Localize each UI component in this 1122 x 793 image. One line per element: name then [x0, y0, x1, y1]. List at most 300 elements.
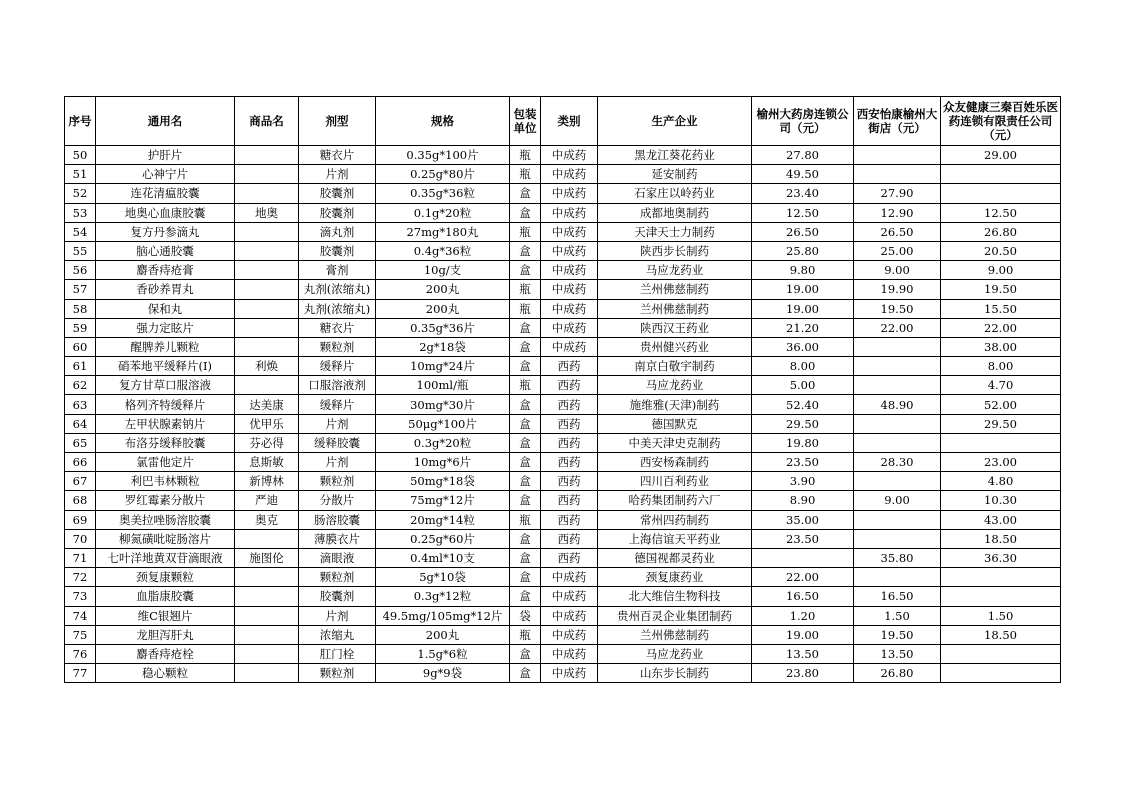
table-row — [65, 280, 1061, 299]
cell-category: 中成药 — [541, 644, 598, 663]
cell-generic-name: 心神宁片 — [96, 165, 235, 184]
cell-package-unit: 盒 — [510, 491, 541, 510]
cell-price-store-3 — [941, 184, 1061, 203]
table-row — [65, 222, 1061, 241]
cell-package-unit: 盒 — [510, 472, 541, 491]
cell-specification: 27mg*180丸 — [376, 222, 510, 241]
cell-price-store-3: 29.00 — [941, 146, 1061, 165]
cell-dosage-form: 颗粒剂 — [299, 664, 376, 683]
cell-generic-name: 复方甘草口服溶液 — [96, 376, 235, 395]
cell-price-store-2 — [854, 529, 941, 548]
cell-generic-name: 复方丹参滴丸 — [96, 222, 235, 241]
cell-category: 中成药 — [541, 606, 598, 625]
cell-dosage-form: 膏剂 — [299, 261, 376, 280]
cell-specification: 0.35g*36片 — [376, 318, 510, 337]
cell-specification: 10g/支 — [376, 261, 510, 280]
cell-price-store-2: 19.90 — [854, 280, 941, 299]
cell-category: 中成药 — [541, 280, 598, 299]
cell-generic-name: 香砂养胃丸 — [96, 280, 235, 299]
cell-price-store-3 — [941, 433, 1061, 452]
cell-manufacturer: 天津天士力制药 — [598, 222, 752, 241]
cell-price-store-2 — [854, 337, 941, 356]
cell-manufacturer: 哈药集团制药六厂 — [598, 491, 752, 510]
cell-index: 75 — [65, 625, 96, 644]
cell-category: 西药 — [541, 510, 598, 529]
cell-price-store-3: 18.50 — [941, 529, 1061, 548]
cell-generic-name: 格列齐特缓释片 — [96, 395, 235, 414]
cell-package-unit: 盒 — [510, 357, 541, 376]
cell-generic-name: 护肝片 — [96, 146, 235, 165]
table-row — [65, 529, 1061, 548]
cell-price-store-1: 5.00 — [752, 376, 854, 395]
cell-price-store-2: 1.50 — [854, 606, 941, 625]
cell-index: 64 — [65, 414, 96, 433]
cell-dosage-form: 片剂 — [299, 453, 376, 472]
cell-dosage-form: 片剂 — [299, 414, 376, 433]
cell-package-unit: 瓶 — [510, 376, 541, 395]
cell-package-unit: 瓶 — [510, 165, 541, 184]
cell-manufacturer: 颈复康药业 — [598, 568, 752, 587]
cell-price-store-3 — [941, 568, 1061, 587]
cell-dosage-form: 片剂 — [299, 606, 376, 625]
cell-specification: 0.25g*80片 — [376, 165, 510, 184]
table-row — [65, 261, 1061, 280]
cell-specification: 2g*18袋 — [376, 337, 510, 356]
cell-category: 中成药 — [541, 222, 598, 241]
table-row — [65, 453, 1061, 472]
cell-price-store-2: 9.00 — [854, 491, 941, 510]
table-row — [65, 165, 1061, 184]
column-header-generic-name: 通用名 — [96, 97, 235, 146]
cell-package-unit: 瓶 — [510, 510, 541, 529]
cell-specification: 0.35g*36粒 — [376, 184, 510, 203]
cell-generic-name: 颈复康颗粒 — [96, 568, 235, 587]
cell-category: 西药 — [541, 433, 598, 452]
cell-category: 中成药 — [541, 165, 598, 184]
cell-category: 中成药 — [541, 587, 598, 606]
cell-index: 53 — [65, 203, 96, 222]
cell-specification: 200丸 — [376, 299, 510, 318]
cell-brand-name — [235, 587, 299, 606]
cell-price-store-2: 19.50 — [854, 625, 941, 644]
cell-package-unit: 盒 — [510, 261, 541, 280]
cell-index: 58 — [65, 299, 96, 318]
cell-price-store-1: 9.80 — [752, 261, 854, 280]
cell-dosage-form: 缓释片 — [299, 357, 376, 376]
cell-package-unit: 盒 — [510, 337, 541, 356]
cell-generic-name: 奥美拉唑肠溶胶囊 — [96, 510, 235, 529]
cell-price-store-1: 16.50 — [752, 587, 854, 606]
cell-price-store-3: 18.50 — [941, 625, 1061, 644]
cell-price-store-2: 12.90 — [854, 203, 941, 222]
cell-brand-name — [235, 529, 299, 548]
cell-price-store-2 — [854, 568, 941, 587]
cell-price-store-1: 21.20 — [752, 318, 854, 337]
cell-package-unit: 瓶 — [510, 146, 541, 165]
cell-generic-name: 氯雷他定片 — [96, 453, 235, 472]
cell-index: 73 — [65, 587, 96, 606]
cell-category: 西药 — [541, 453, 598, 472]
cell-category: 西药 — [541, 491, 598, 510]
cell-specification: 200丸 — [376, 625, 510, 644]
cell-package-unit: 盒 — [510, 587, 541, 606]
cell-package-unit: 盒 — [510, 241, 541, 260]
cell-price-store-1: 13.50 — [752, 644, 854, 663]
cell-brand-name — [235, 280, 299, 299]
cell-package-unit: 盒 — [510, 395, 541, 414]
cell-price-store-3: 22.00 — [941, 318, 1061, 337]
table-row — [65, 625, 1061, 644]
cell-dosage-form: 颗粒剂 — [299, 337, 376, 356]
cell-dosage-form: 丸剂(浓缩丸) — [299, 280, 376, 299]
cell-price-store-1: 26.50 — [752, 222, 854, 241]
cell-manufacturer: 成都地奥制药 — [598, 203, 752, 222]
cell-price-store-1: 19.00 — [752, 299, 854, 318]
cell-index: 55 — [65, 241, 96, 260]
cell-category: 西药 — [541, 548, 598, 567]
cell-brand-name: 新博林 — [235, 472, 299, 491]
column-header-specification: 规格 — [376, 97, 510, 146]
cell-specification: 75mg*12片 — [376, 491, 510, 510]
column-header-category: 类别 — [541, 97, 598, 146]
cell-specification: 100ml/瓶 — [376, 376, 510, 395]
cell-package-unit: 瓶 — [510, 280, 541, 299]
table-row — [65, 376, 1061, 395]
cell-price-store-1: 35.00 — [752, 510, 854, 529]
cell-manufacturer: 兰州佛慈制药 — [598, 299, 752, 318]
cell-brand-name — [235, 337, 299, 356]
cell-price-store-2 — [854, 414, 941, 433]
cell-price-store-3: 19.50 — [941, 280, 1061, 299]
cell-index: 63 — [65, 395, 96, 414]
cell-price-store-3: 52.00 — [941, 395, 1061, 414]
cell-price-store-2: 22.00 — [854, 318, 941, 337]
cell-price-store-2: 16.50 — [854, 587, 941, 606]
cell-brand-name — [235, 606, 299, 625]
cell-index: 57 — [65, 280, 96, 299]
cell-price-store-2 — [854, 510, 941, 529]
table-row — [65, 664, 1061, 683]
table-row — [65, 184, 1061, 203]
cell-index: 71 — [65, 548, 96, 567]
cell-price-store-3: 12.50 — [941, 203, 1061, 222]
table-row — [65, 433, 1061, 452]
cell-price-store-2: 9.00 — [854, 261, 941, 280]
cell-price-store-1: 12.50 — [752, 203, 854, 222]
cell-manufacturer: 四川百利药业 — [598, 472, 752, 491]
cell-price-store-2: 27.90 — [854, 184, 941, 203]
cell-price-store-3: 4.70 — [941, 376, 1061, 395]
cell-index: 65 — [65, 433, 96, 452]
cell-generic-name: 稳心颗粒 — [96, 664, 235, 683]
table-row — [65, 395, 1061, 414]
cell-generic-name: 柳氮磺吡啶肠溶片 — [96, 529, 235, 548]
column-header-index: 序号 — [65, 97, 96, 146]
cell-brand-name — [235, 146, 299, 165]
cell-index: 68 — [65, 491, 96, 510]
cell-brand-name — [235, 376, 299, 395]
cell-specification: 0.1g*20粒 — [376, 203, 510, 222]
cell-package-unit: 盒 — [510, 644, 541, 663]
cell-package-unit: 盒 — [510, 414, 541, 433]
cell-package-unit: 盒 — [510, 203, 541, 222]
cell-price-store-2 — [854, 433, 941, 452]
cell-price-store-1: 27.80 — [752, 146, 854, 165]
cell-brand-name — [235, 625, 299, 644]
cell-manufacturer: 中美天津史克制药 — [598, 433, 752, 452]
cell-price-store-1: 23.40 — [752, 184, 854, 203]
cell-brand-name: 严迪 — [235, 491, 299, 510]
table-row — [65, 644, 1061, 663]
cell-manufacturer: 马应龙药业 — [598, 261, 752, 280]
cell-generic-name: 醒脾养儿颗粒 — [96, 337, 235, 356]
cell-package-unit: 盒 — [510, 664, 541, 683]
cell-package-unit: 盒 — [510, 529, 541, 548]
cell-dosage-form: 糖衣片 — [299, 318, 376, 337]
cell-manufacturer: 陕西步长制药 — [598, 241, 752, 260]
cell-price-store-3: 43.00 — [941, 510, 1061, 529]
cell-package-unit: 瓶 — [510, 222, 541, 241]
cell-package-unit: 盒 — [510, 548, 541, 567]
cell-manufacturer: 黑龙江葵花药业 — [598, 146, 752, 165]
cell-generic-name: 脑心通胶囊 — [96, 241, 235, 260]
cell-dosage-form: 肛门栓 — [299, 644, 376, 663]
cell-price-store-2: 28.30 — [854, 453, 941, 472]
cell-package-unit: 盒 — [510, 433, 541, 452]
cell-generic-name: 保和丸 — [96, 299, 235, 318]
table-row — [65, 299, 1061, 318]
cell-price-store-3: 36.30 — [941, 548, 1061, 567]
cell-manufacturer: 上海信谊天平药业 — [598, 529, 752, 548]
cell-price-store-1: 52.40 — [752, 395, 854, 414]
cell-price-store-3: 15.50 — [941, 299, 1061, 318]
cell-price-store-1: 8.00 — [752, 357, 854, 376]
cell-index: 52 — [65, 184, 96, 203]
cell-price-store-1: 19.80 — [752, 433, 854, 452]
cell-generic-name: 麝香痔疮膏 — [96, 261, 235, 280]
cell-index: 50 — [65, 146, 96, 165]
cell-manufacturer: 常州四药制药 — [598, 510, 752, 529]
cell-specification: 49.5mg/105mg*12片 — [376, 606, 510, 625]
cell-brand-name: 地奥 — [235, 203, 299, 222]
cell-price-store-1: 22.00 — [752, 568, 854, 587]
cell-category: 西药 — [541, 376, 598, 395]
cell-price-store-2: 13.50 — [854, 644, 941, 663]
cell-specification: 50μg*100片 — [376, 414, 510, 433]
header-row — [65, 97, 1061, 146]
column-header-brand-name: 商品名 — [235, 97, 299, 146]
cell-package-unit: 瓶 — [510, 625, 541, 644]
cell-generic-name: 血脂康胶囊 — [96, 587, 235, 606]
cell-generic-name: 强力定眩片 — [96, 318, 235, 337]
cell-price-store-1: 19.00 — [752, 625, 854, 644]
cell-generic-name: 麝香痔疮栓 — [96, 644, 235, 663]
cell-category: 中成药 — [541, 299, 598, 318]
cell-dosage-form: 胶囊剂 — [299, 241, 376, 260]
cell-specification: 0.4g*36粒 — [376, 241, 510, 260]
table-row — [65, 491, 1061, 510]
cell-manufacturer: 石家庄以岭药业 — [598, 184, 752, 203]
cell-dosage-form: 分散片 — [299, 491, 376, 510]
cell-brand-name — [235, 299, 299, 318]
table-row — [65, 337, 1061, 356]
cell-package-unit: 盒 — [510, 184, 541, 203]
cell-dosage-form: 薄膜衣片 — [299, 529, 376, 548]
cell-index: 54 — [65, 222, 96, 241]
cell-manufacturer: 陕西汉王药业 — [598, 318, 752, 337]
cell-generic-name: 地奥心血康胶囊 — [96, 203, 235, 222]
cell-price-store-2: 35.80 — [854, 548, 941, 567]
table-row — [65, 357, 1061, 376]
cell-brand-name — [235, 664, 299, 683]
drug-price-table — [64, 96, 1061, 683]
column-header-package-unit: 包装单位 — [510, 97, 541, 146]
cell-generic-name: 左甲状腺素钠片 — [96, 414, 235, 433]
cell-index: 76 — [65, 644, 96, 663]
cell-generic-name: 七叶洋地黄双苷滴眼液 — [96, 548, 235, 567]
cell-brand-name: 利焕 — [235, 357, 299, 376]
cell-brand-name — [235, 644, 299, 663]
cell-generic-name: 罗红霉素分散片 — [96, 491, 235, 510]
cell-specification: 0.35g*100片 — [376, 146, 510, 165]
cell-brand-name — [235, 222, 299, 241]
cell-category: 中成药 — [541, 568, 598, 587]
cell-specification: 5g*10袋 — [376, 568, 510, 587]
cell-generic-name: 维C银翘片 — [96, 606, 235, 625]
cell-package-unit: 盒 — [510, 453, 541, 472]
cell-manufacturer: 施维雅(天津)制药 — [598, 395, 752, 414]
cell-specification: 10mg*6片 — [376, 453, 510, 472]
cell-price-store-3: 26.80 — [941, 222, 1061, 241]
cell-brand-name — [235, 165, 299, 184]
cell-price-store-2: 26.80 — [854, 664, 941, 683]
cell-dosage-form: 胶囊剂 — [299, 587, 376, 606]
cell-index: 67 — [65, 472, 96, 491]
cell-generic-name: 布洛芬缓释胶囊 — [96, 433, 235, 452]
cell-specification: 0.25g*60片 — [376, 529, 510, 548]
cell-specification: 30mg*30片 — [376, 395, 510, 414]
cell-price-store-3: 1.50 — [941, 606, 1061, 625]
cell-generic-name: 龙胆泻肝丸 — [96, 625, 235, 644]
cell-category: 中成药 — [541, 664, 598, 683]
cell-dosage-form: 颗粒剂 — [299, 568, 376, 587]
cell-category: 西药 — [541, 529, 598, 548]
cell-price-store-1: 29.50 — [752, 414, 854, 433]
cell-manufacturer: 兰州佛慈制药 — [598, 625, 752, 644]
cell-index: 74 — [65, 606, 96, 625]
cell-specification: 20mg*14粒 — [376, 510, 510, 529]
cell-price-store-1: 23.80 — [752, 664, 854, 683]
cell-price-store-1: 3.90 — [752, 472, 854, 491]
cell-brand-name — [235, 568, 299, 587]
cell-price-store-2 — [854, 376, 941, 395]
cell-brand-name: 息斯敏 — [235, 453, 299, 472]
cell-index: 72 — [65, 568, 96, 587]
column-header-price-store-3: 众友健康三秦百姓乐医药连锁有限责任公司（元） — [941, 97, 1061, 146]
cell-price-store-1: 25.80 — [752, 241, 854, 260]
cell-category: 中成药 — [541, 203, 598, 222]
cell-price-store-1: 23.50 — [752, 529, 854, 548]
cell-index: 69 — [65, 510, 96, 529]
cell-generic-name: 连花清瘟胶囊 — [96, 184, 235, 203]
cell-price-store-1: 49.50 — [752, 165, 854, 184]
cell-manufacturer: 北大维信生物科技 — [598, 587, 752, 606]
cell-manufacturer: 贵州健兴药业 — [598, 337, 752, 356]
cell-manufacturer: 西安杨森制药 — [598, 453, 752, 472]
cell-specification: 0.4ml*10支 — [376, 548, 510, 567]
cell-manufacturer: 贵州百灵企业集团制药 — [598, 606, 752, 625]
cell-category: 西药 — [541, 357, 598, 376]
cell-index: 56 — [65, 261, 96, 280]
cell-manufacturer: 马应龙药业 — [598, 644, 752, 663]
cell-dosage-form: 缓释胶囊 — [299, 433, 376, 452]
cell-dosage-form: 肠溶胶囊 — [299, 510, 376, 529]
cell-price-store-3: 29.50 — [941, 414, 1061, 433]
cell-price-store-1: 8.90 — [752, 491, 854, 510]
cell-category: 西药 — [541, 472, 598, 491]
cell-category: 中成药 — [541, 261, 598, 280]
cell-category: 西药 — [541, 395, 598, 414]
cell-index: 62 — [65, 376, 96, 395]
cell-manufacturer: 德国默克 — [598, 414, 752, 433]
cell-category: 中成药 — [541, 625, 598, 644]
cell-category: 中成药 — [541, 337, 598, 356]
cell-index: 51 — [65, 165, 96, 184]
cell-price-store-3: 20.50 — [941, 241, 1061, 260]
cell-specification: 9g*9袋 — [376, 664, 510, 683]
table-body — [65, 146, 1061, 683]
table-row — [65, 203, 1061, 222]
table-row — [65, 606, 1061, 625]
column-header-price-store-1: 榆州大药房连锁公司（元） — [752, 97, 854, 146]
cell-index: 77 — [65, 664, 96, 683]
cell-price-store-3: 23.00 — [941, 453, 1061, 472]
table-row — [65, 146, 1061, 165]
cell-dosage-form: 糖衣片 — [299, 146, 376, 165]
table-row — [65, 472, 1061, 491]
cell-package-unit: 袋 — [510, 606, 541, 625]
cell-index: 66 — [65, 453, 96, 472]
cell-dosage-form: 浓缩丸 — [299, 625, 376, 644]
cell-package-unit: 盒 — [510, 318, 541, 337]
table-row — [65, 587, 1061, 606]
table-row — [65, 568, 1061, 587]
cell-brand-name: 芬必得 — [235, 433, 299, 452]
cell-price-store-3: 4.80 — [941, 472, 1061, 491]
cell-specification: 10mg*24片 — [376, 357, 510, 376]
cell-manufacturer: 兰州佛慈制药 — [598, 280, 752, 299]
cell-price-store-3: 9.00 — [941, 261, 1061, 280]
cell-price-store-3 — [941, 587, 1061, 606]
cell-price-store-2 — [854, 472, 941, 491]
cell-index: 61 — [65, 357, 96, 376]
column-header-price-store-2: 西安怡康榆州大街店（元） — [854, 97, 941, 146]
cell-package-unit: 瓶 — [510, 299, 541, 318]
cell-price-store-2: 48.90 — [854, 395, 941, 414]
cell-dosage-form: 片剂 — [299, 165, 376, 184]
cell-price-store-3: 8.00 — [941, 357, 1061, 376]
cell-manufacturer: 南京白敬宇制药 — [598, 357, 752, 376]
cell-price-store-3: 38.00 — [941, 337, 1061, 356]
cell-brand-name — [235, 184, 299, 203]
cell-brand-name — [235, 241, 299, 260]
cell-category: 中成药 — [541, 241, 598, 260]
cell-dosage-form: 胶囊剂 — [299, 184, 376, 203]
cell-price-store-3 — [941, 664, 1061, 683]
cell-dosage-form: 颗粒剂 — [299, 472, 376, 491]
cell-index: 59 — [65, 318, 96, 337]
cell-specification: 200丸 — [376, 280, 510, 299]
